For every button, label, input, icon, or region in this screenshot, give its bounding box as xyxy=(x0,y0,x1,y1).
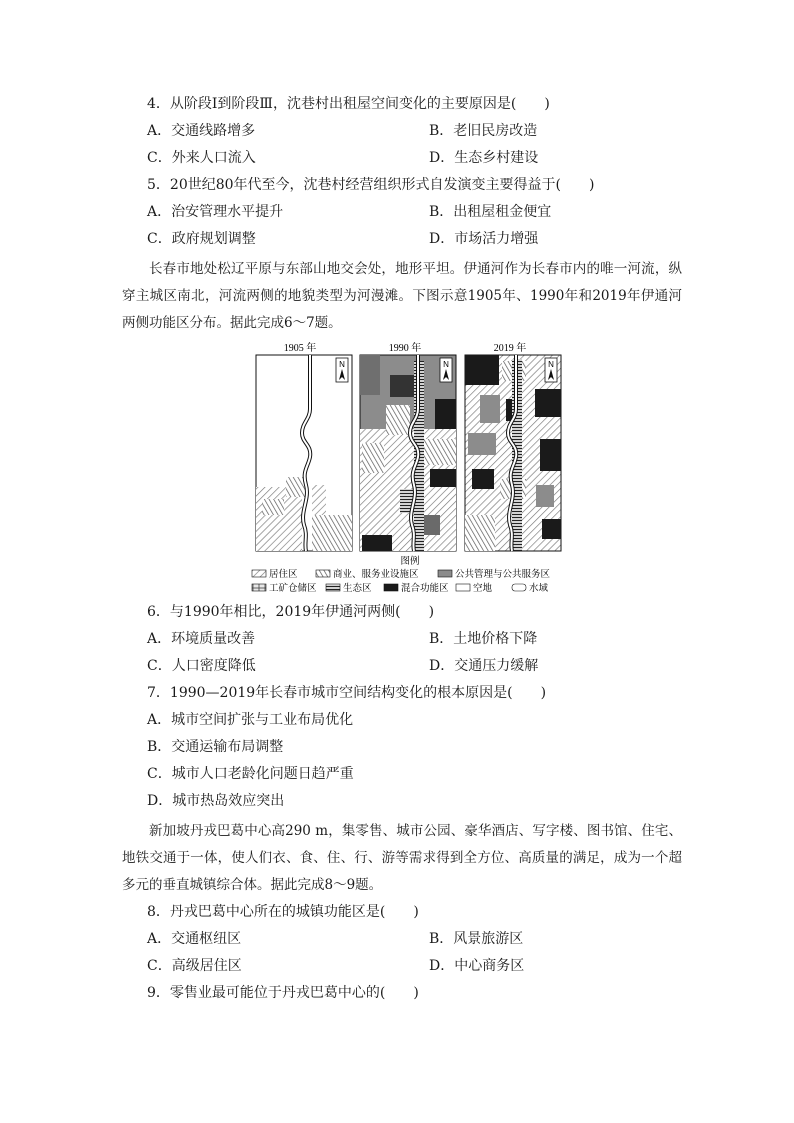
question-6-option-a: A．环境质量改善 xyxy=(147,631,256,647)
map-1990 xyxy=(360,355,456,551)
north-label-1905: N xyxy=(339,360,345,369)
question-6-option-d: D．交通压力缓解 xyxy=(429,658,539,674)
question-5-stem: 5．20世纪80年代至今，沈巷村经营组织形式自发演变主要得益于( ) xyxy=(147,177,595,193)
map-2019-title: 2019 年 xyxy=(493,343,527,354)
question-7-option-a: A．城市空间扩张与工业布局优化 xyxy=(147,712,354,728)
passage-tanjong-pagar xyxy=(122,818,682,899)
legend-title: 图例 xyxy=(400,556,420,567)
map-1990-title: 1990 年 xyxy=(388,343,422,354)
question-6-stem: 6．与1990年相比，2019年伊通河两侧( ) xyxy=(147,604,435,620)
legend-item-public-service: 公共管理与公共服务区 xyxy=(455,569,551,580)
passage-changchun xyxy=(122,256,682,337)
passage-changchun-text: 长春市地处松辽平原与东部山地交会处，地形平坦。伊通河作为长春市内的唯一河流，纵穿主城区南北，河流两侧的地貌类型为河漫滩。下图示意1905年、1990年和2019年伊通河两侧功能区分布。据此完成6～7题。 xyxy=(122,261,682,331)
legend-item-ecological: 生态区 xyxy=(343,583,372,594)
north-arrow-icon xyxy=(545,358,557,382)
north-label-2019: N xyxy=(548,360,554,369)
question-6-option-b: B．土地价格下降 xyxy=(429,631,538,647)
legend-item-commercial: 商业、服务业设施区 xyxy=(333,569,419,580)
north-arrow-icon xyxy=(440,358,452,382)
question-4-option-c: C．外来人口流入 xyxy=(147,150,256,166)
question-5-option-a: A．治安管理水平提升 xyxy=(147,204,284,220)
legend-item-residential: 居住区 xyxy=(269,569,298,580)
question-8-option-b: B．风景旅游区 xyxy=(429,931,524,947)
question-4-stem: 4．从阶段Ⅰ到阶段Ⅲ，沈巷村出租屋空间变化的主要原因是( ) xyxy=(147,96,550,112)
question-7-option-b: B．交通运输布局调整 xyxy=(147,739,284,755)
question-8-option-a: A．交通枢纽区 xyxy=(147,931,242,947)
legend xyxy=(252,568,551,594)
map-2019 xyxy=(465,355,561,551)
question-5-option-d: D．市场活力增强 xyxy=(429,231,539,247)
question-7-stem: 7．1990—2019年长春市城市空间结构变化的根本原因是( ) xyxy=(147,685,547,701)
legend-item-mixed: 混合功能区 xyxy=(401,583,449,594)
question-5-option-c: C．政府规划调整 xyxy=(147,231,256,247)
question-8-option-d: D．中心商务区 xyxy=(429,958,525,974)
question-8-option-c: C．高级居住区 xyxy=(147,958,242,974)
question-4-option-b: B．老旧民房改造 xyxy=(429,123,538,139)
passage-tanjong-pagar-text: 新加坡丹戎巴葛中心高290 m，集零售、城市公园、豪华酒店、写字楼、图书馆、住宅、地铁交通于一体，使人们衣、食、住、行、游等需求得到全方位、高质量的满足，成为一个超多元的垂直城镇综合体。据此完成8～9题。 xyxy=(122,823,682,893)
function-zone-maps-figure xyxy=(250,339,580,597)
legend-item-water: 水域 xyxy=(529,583,549,594)
question-8-stem: 8．丹戎巴葛中心所在的城镇功能区是( ) xyxy=(147,904,419,920)
map-1905-title: 1905 年 xyxy=(283,343,317,354)
question-5-option-b: B．出租屋租金便宜 xyxy=(429,204,552,220)
north-label-1990: N xyxy=(443,360,449,369)
question-7-option-d: D．城市热岛效应突出 xyxy=(147,793,285,809)
north-arrow-icon xyxy=(336,358,348,382)
legend-item-industrial: 工矿仓储区 xyxy=(269,583,317,594)
question-4-option-a: A．交通线路增多 xyxy=(147,123,256,139)
question-6-option-c: C．人口密度降低 xyxy=(147,658,256,674)
question-4-option-d: D．生态乡村建设 xyxy=(429,150,539,166)
legend-item-vacant: 空地 xyxy=(473,583,493,594)
question-7-option-c: C．城市人口老龄化问题日趋严重 xyxy=(147,766,354,782)
question-9-stem: 9．零售业最可能位于丹戎巴葛中心的( ) xyxy=(147,985,419,1001)
map-1905 xyxy=(256,355,352,551)
